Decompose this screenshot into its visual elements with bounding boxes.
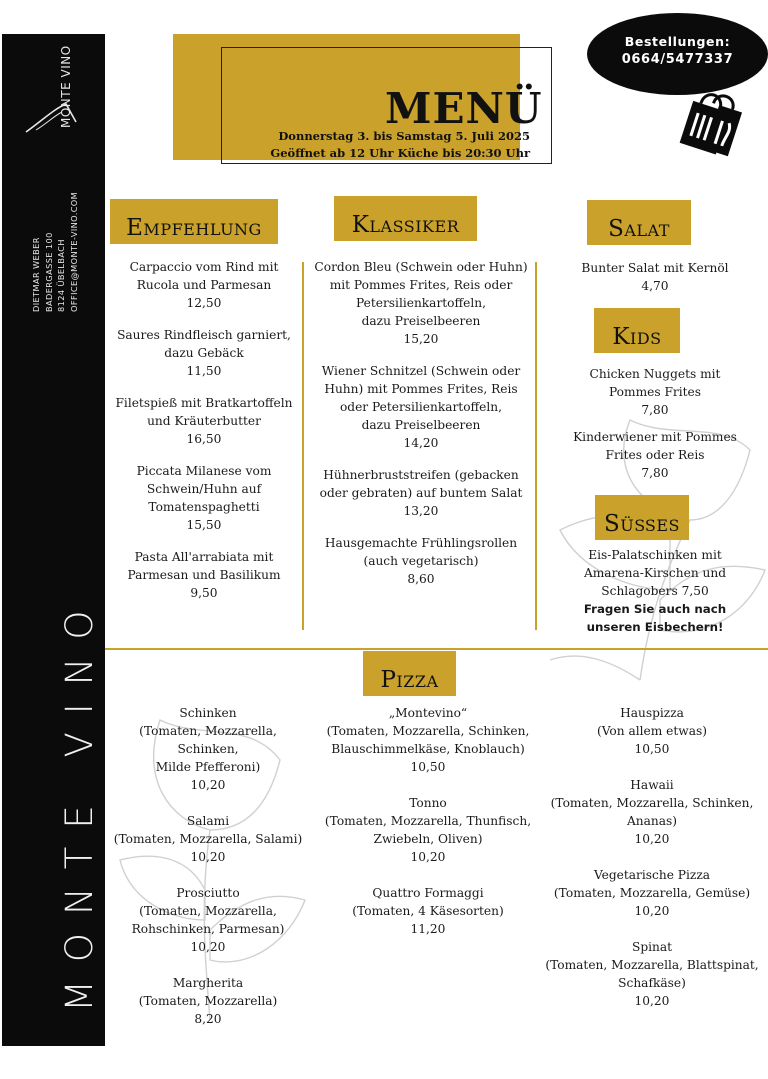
pizza-item: Hawaii (Tomaten, Mozzarella, Schinken, Ananas) 10,20 [550, 778, 754, 846]
section-klassiker-title: Klassiker [334, 196, 477, 241]
address-street: BADERGASSE 100 [43, 232, 54, 312]
opening-info [240, 128, 530, 162]
vertical-brand-name: MONTE VINO [58, 592, 101, 1012]
order-label: Bestellungen: [624, 34, 731, 49]
pizza-item: Margherita (Tomaten, Mozzarella) 8,20 [138, 976, 278, 1026]
address-city: 8124 ÜBELBACH [56, 239, 66, 312]
empfehlung-list [114, 258, 294, 616]
divider-left [302, 262, 304, 630]
dates-text: Donnerstag 3. bis Samstag 5. Juli 2025 [278, 129, 530, 143]
suesses-list [545, 546, 765, 636]
salat-list [545, 259, 765, 309]
hours-text: Geöffnet ab 12 Uhr Küche bis 20:30 Uhr [270, 146, 530, 160]
kids-list [545, 365, 765, 496]
menu-item: Filetspieß mit Bratkartoffeln und Kräuterbutter 16,50 [115, 396, 293, 446]
dessert-note: Fragen Sie auch nach unseren Eisbechern! [583, 602, 727, 634]
pizza-item: Tonno (Tomaten, Mozzarella, Thunfisch, Zwiebeln, Oliven) 10,20 [324, 796, 532, 864]
logo-text: MONTE VINO [59, 45, 73, 128]
page-title: MENÜ [385, 84, 543, 133]
section-empfehlung-title: Empfehlung [110, 199, 278, 244]
shopping-bag-icon [674, 82, 752, 160]
pizza-item: Prosciutto (Tomaten, Mozzarella, Rohschinken, Parmesan) 10,20 [131, 886, 285, 954]
pizza-item: Salami (Tomaten, Mozzarella, Salami) 10,20 [113, 814, 303, 864]
menu-item: Hausgemachte Frühlingsrollen (auch vegetarisch) 8,60 [324, 536, 518, 586]
section-suesses-title: Süßes [595, 495, 689, 540]
monte-vino-logo [24, 45, 99, 134]
menu-item: Wiener Schnitzel (Schwein oder Huhn) mit Pommes Frites, Reis oder Petersilienkartoffeln, dazu Preiselbeeren 14,20 [321, 364, 521, 450]
menu-item: Chicken Nuggets mit Pommes Frites 7,80 [589, 367, 721, 417]
pizza-item: Vegetarische Pizza (Tomaten, Mozzarella, Gemüse) 10,20 [553, 868, 751, 918]
menu-item: Carpaccio vom Rind mit Rucola und Parmesan 12,50 [129, 260, 279, 310]
pizza-item: Hauspizza (Von allem etwas) 10,50 [596, 706, 708, 756]
pizza-left-list [108, 704, 308, 1042]
menu-item: Bunter Salat mit Kernöl 4,70 [581, 261, 729, 293]
divider-horizontal [105, 648, 768, 650]
order-phone[interactable]: 0664/5477337 [621, 52, 734, 67]
pizza-item: Schinken (Tomaten, Mozzarella, Schinken, Milde Pfefferoni) 10,20 [139, 706, 277, 792]
menu-item: Piccata Milanese vom Schwein/Huhn auf Tomatenspaghetti 15,50 [136, 464, 272, 532]
section-salat-title: Salat [587, 200, 691, 245]
menu-item: Kinderwiener mit Pommes Frites oder Reis 7,80 [573, 430, 737, 480]
section-pizza-title: Pizza [363, 651, 456, 696]
pizza-item: Quattro Formaggi (Tomaten, 4 Käsesorten) 11,20 [352, 886, 504, 936]
divider-right [535, 262, 537, 630]
address-owner: DIETMAR WEBER [31, 237, 41, 312]
menu-item: Hühnerbruststreifen (gebacken oder gebraten) auf buntem Salat 13,20 [319, 468, 523, 518]
pizza-item: Spinat (Tomaten, Mozzarella, Blattspinat, Schafkäse) 10,20 [545, 940, 759, 1008]
section-kids-title: Kids [594, 308, 680, 353]
pizza-middle-list [318, 704, 538, 952]
sidebar [2, 34, 105, 1046]
klassiker-list [310, 258, 532, 602]
pizza-right-list [540, 704, 764, 1024]
pizza-item: „Montevino“ (Tomaten, Mozzarella, Schinken, Blauschimmelkäse, Knoblauch) 10,50 [326, 706, 530, 774]
dessert-item: Eis-Palatschinken mit Amarena-Kirschen und Schlagobers 7,50 [583, 548, 727, 598]
menu-item: Pasta All'arrabiata mit Parmesan und Basilikum 9,50 [127, 550, 281, 600]
menu-item: Cordon Bleu (Schwein oder Huhn) mit Pommes Frites, Reis oder Petersilienkartoffeln, dazu Preiselbeeren 15,20 [314, 260, 528, 346]
menu-item: Saures Rindfleisch garniert, dazu Gebäck 11,50 [117, 328, 291, 378]
address-email: OFFICE@MONTE-VINO.COM [68, 191, 79, 312]
address-block [30, 162, 96, 312]
